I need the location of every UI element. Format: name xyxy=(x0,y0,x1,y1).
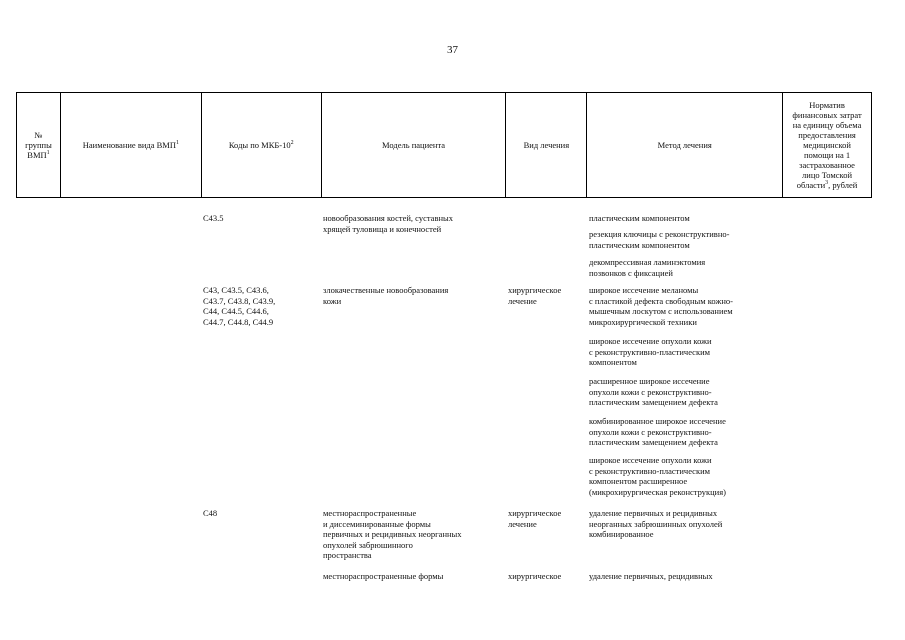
header-method: Метод лечения xyxy=(587,93,783,197)
row-8-model: местнораспространенные и диссеминированные формы первичных и рецидивных неорганных опухолей забрюшинного пространства xyxy=(323,508,462,560)
row-8-code: С48 xyxy=(203,508,218,518)
header-model: Модель пациента xyxy=(322,93,507,197)
header-group-no xyxy=(17,93,61,197)
header-treatment-type: Вид лечения xyxy=(506,93,587,197)
row-0-code: С43.5 xyxy=(203,213,224,223)
table-header xyxy=(16,92,872,198)
header-norm xyxy=(783,93,872,197)
row-2-method: декомпрессивная ламинэктомия позвонков с фиксацией xyxy=(589,257,706,278)
row-8-method: удаление первичных и рецидивных неорганных забрюшинных опухолей комбинированное xyxy=(589,508,723,539)
row-5-method: расширенное широкое иссечение опухоли кожи с реконструктивно- пластическим замещением дефекта xyxy=(589,376,718,407)
header-norm-text: Норматив финансовых затрат на единицу объема предоставления медицинской помощи на 1 застрахованное лицо Томской области$^3$, рублей xyxy=(792,100,862,190)
row-6-method: комбинированное широкое иссечение опухоли кожи с реконструктивно- пластическим замещением дефекта xyxy=(589,416,726,447)
row-3-model: злокачественные новообразования кожи xyxy=(323,285,449,306)
row-7-method: широкое иссечение опухоли кожи с реконструктивно-пластическим компонентом расширенное (микрохирургическая реконструкция) xyxy=(589,455,726,497)
row-3-method: широкое иссечение меланомы с пластикой дефекта свободным кожно- мышечным лоскутом с использованием микрохирургической техники xyxy=(589,285,733,327)
row-0-model: новообразования костей, суставных хрящей туловища и конечностей xyxy=(323,213,453,234)
row-1-method: резекция ключицы с реконструктивно- пластическим компонентом xyxy=(589,229,730,250)
row-0-method: пластическим компонентом xyxy=(589,213,690,223)
header-group-no-text: № группы ВМП$^1$ xyxy=(25,130,52,160)
row-9-model: местнораспространенные формы xyxy=(323,571,444,581)
page-number: 37 xyxy=(447,44,458,56)
header-codes-text: Коды по МКБ-$10^2$ xyxy=(228,140,294,150)
header-codes xyxy=(202,93,322,197)
row-3-type: хирургическое лечение xyxy=(508,285,562,306)
row-8-type: хирургическое лечение xyxy=(508,508,562,529)
header-name-text: Наименование вида ВМП$^1$ xyxy=(82,140,179,150)
row-9-type: хирургическое xyxy=(508,571,562,581)
row-9-method: удаление первичных, рецидивных xyxy=(589,571,713,581)
row-4-method: широкое иссечение опухоли кожи с реконструктивно-пластическим компонентом xyxy=(589,336,712,367)
header-name xyxy=(61,93,202,197)
row-3-code: С43, С43.5, С43.6, С43.7, С43.8, С43.9, С44, С44.5, С44.6, С44.7, С44.8, С44.9 xyxy=(203,285,276,327)
